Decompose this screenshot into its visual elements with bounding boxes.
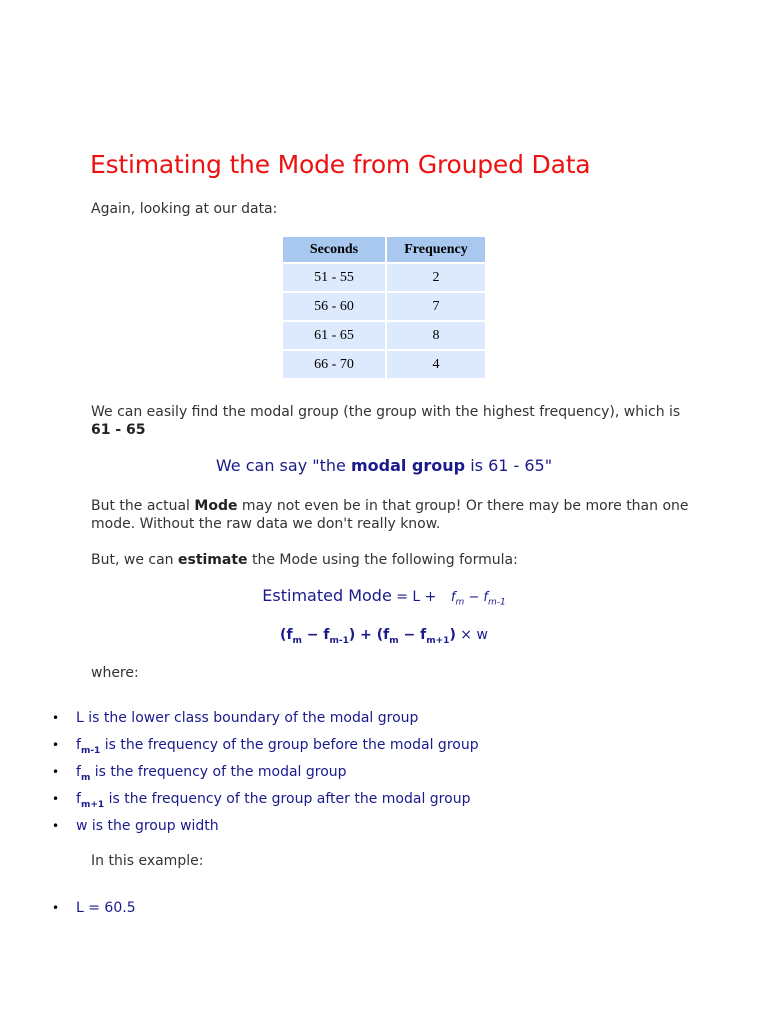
cell-seconds: 61 - 65	[283, 322, 385, 349]
modal-statement-part1: We can say "the	[215, 456, 351, 475]
list-item	[0, 735, 700, 762]
mode-paragraph-strong: Mode	[194, 498, 238, 514]
bullet-icon: •	[52, 819, 60, 833]
def-prefix: f	[76, 764, 81, 780]
def-text: L is the lower class boundary of the modal group	[76, 710, 419, 726]
cell-frequency: 4	[387, 351, 485, 378]
example-intro: In this example:	[91, 853, 204, 869]
formula-num-minus: − f	[464, 590, 488, 605]
mode-paragraph-before: But the actual	[91, 498, 195, 514]
list-item	[0, 762, 700, 789]
formula-den-sub-m: m	[292, 635, 302, 646]
cell-frequency: 8	[387, 322, 485, 349]
table-row	[283, 322, 485, 349]
def-prefix: f	[76, 791, 81, 807]
formula-num-f: f	[450, 590, 456, 605]
bullet-icon: •	[52, 711, 60, 725]
table-row	[283, 351, 485, 378]
definitions-list	[0, 708, 700, 843]
def-sub: m-1	[80, 745, 101, 756]
formula-label: Estimated Mode	[262, 586, 392, 605]
def-sub: m	[80, 772, 91, 783]
bullet-icon: •	[52, 738, 60, 752]
formula-den-sub-p1: m+1	[426, 635, 450, 646]
formula-den-close-plus: ) + (f	[348, 627, 390, 643]
formula-den-sub-m1: m-1	[329, 635, 349, 646]
modal-group-paragraph	[91, 403, 691, 439]
modal-group-text: We can easily find the modal group (the group with the highest frequency), which is	[91, 404, 681, 420]
intro-text: Again, looking at our data:	[91, 201, 278, 217]
example-item-text: L = 60.5	[76, 900, 136, 916]
cell-frequency: 7	[387, 293, 485, 320]
cell-seconds: 51 - 55	[283, 264, 385, 291]
def-text: is the frequency of the group after the modal group	[104, 791, 471, 807]
header-frequency: Frequency	[387, 237, 485, 262]
table-header-row	[283, 237, 485, 262]
formula-den-minus-b: − f	[398, 627, 427, 643]
cell-seconds: 66 - 70	[283, 351, 385, 378]
formula-numerator	[451, 590, 506, 608]
estimate-paragraph	[91, 551, 691, 569]
where-label: where:	[91, 665, 139, 681]
formula-line-2	[0, 627, 768, 646]
bullet-icon: •	[52, 765, 60, 779]
formula-den-minus: − f	[301, 627, 330, 643]
modal-group-value: 61 - 65	[91, 422, 146, 438]
formula-line-1	[0, 586, 768, 608]
def-text: is the frequency of the modal group	[90, 764, 347, 780]
mode-paragraph	[91, 497, 691, 533]
formula-den-close: )	[449, 627, 456, 643]
formula-equals-part: = L +	[391, 589, 441, 605]
modal-statement-strong: modal group	[350, 456, 466, 475]
list-item	[0, 708, 700, 735]
list-item	[0, 789, 700, 816]
estimate-paragraph-before: But, we can	[91, 552, 178, 568]
formula-times-w: × w	[455, 627, 488, 643]
def-sub: m+1	[80, 799, 105, 810]
formula-den-open: (f	[280, 627, 293, 643]
modal-statement-part2: is 61 - 65"	[465, 456, 553, 475]
cell-seconds: 56 - 60	[283, 293, 385, 320]
bullet-icon: •	[52, 792, 60, 806]
table-row	[283, 293, 485, 320]
def-text: is the frequency of the group before the modal group	[100, 737, 479, 753]
def-text: w is the group width	[76, 818, 219, 834]
formula-num-sub-m: m	[455, 597, 465, 608]
page-title: Estimating the Mode from Grouped Data	[90, 150, 591, 179]
formula-num-sub-m1: m-1	[487, 597, 506, 608]
mode-paragraph-after: may not even be in that group! Or there may be more than one mode. Without the raw data we don't really know.	[91, 498, 689, 532]
estimate-paragraph-strong: estimate	[177, 552, 248, 568]
bullet-icon: •	[52, 901, 60, 915]
list-item	[0, 898, 136, 918]
formula-den-sub-m-b: m	[389, 635, 399, 646]
table-row	[283, 264, 485, 291]
modal-statement	[0, 456, 768, 475]
example-list	[0, 898, 136, 918]
frequency-table	[281, 235, 487, 380]
estimate-paragraph-after: the Mode using the following formula:	[247, 552, 518, 568]
def-prefix: f	[76, 737, 81, 753]
header-seconds: Seconds	[283, 237, 385, 262]
cell-frequency: 2	[387, 264, 485, 291]
list-item	[0, 816, 700, 843]
